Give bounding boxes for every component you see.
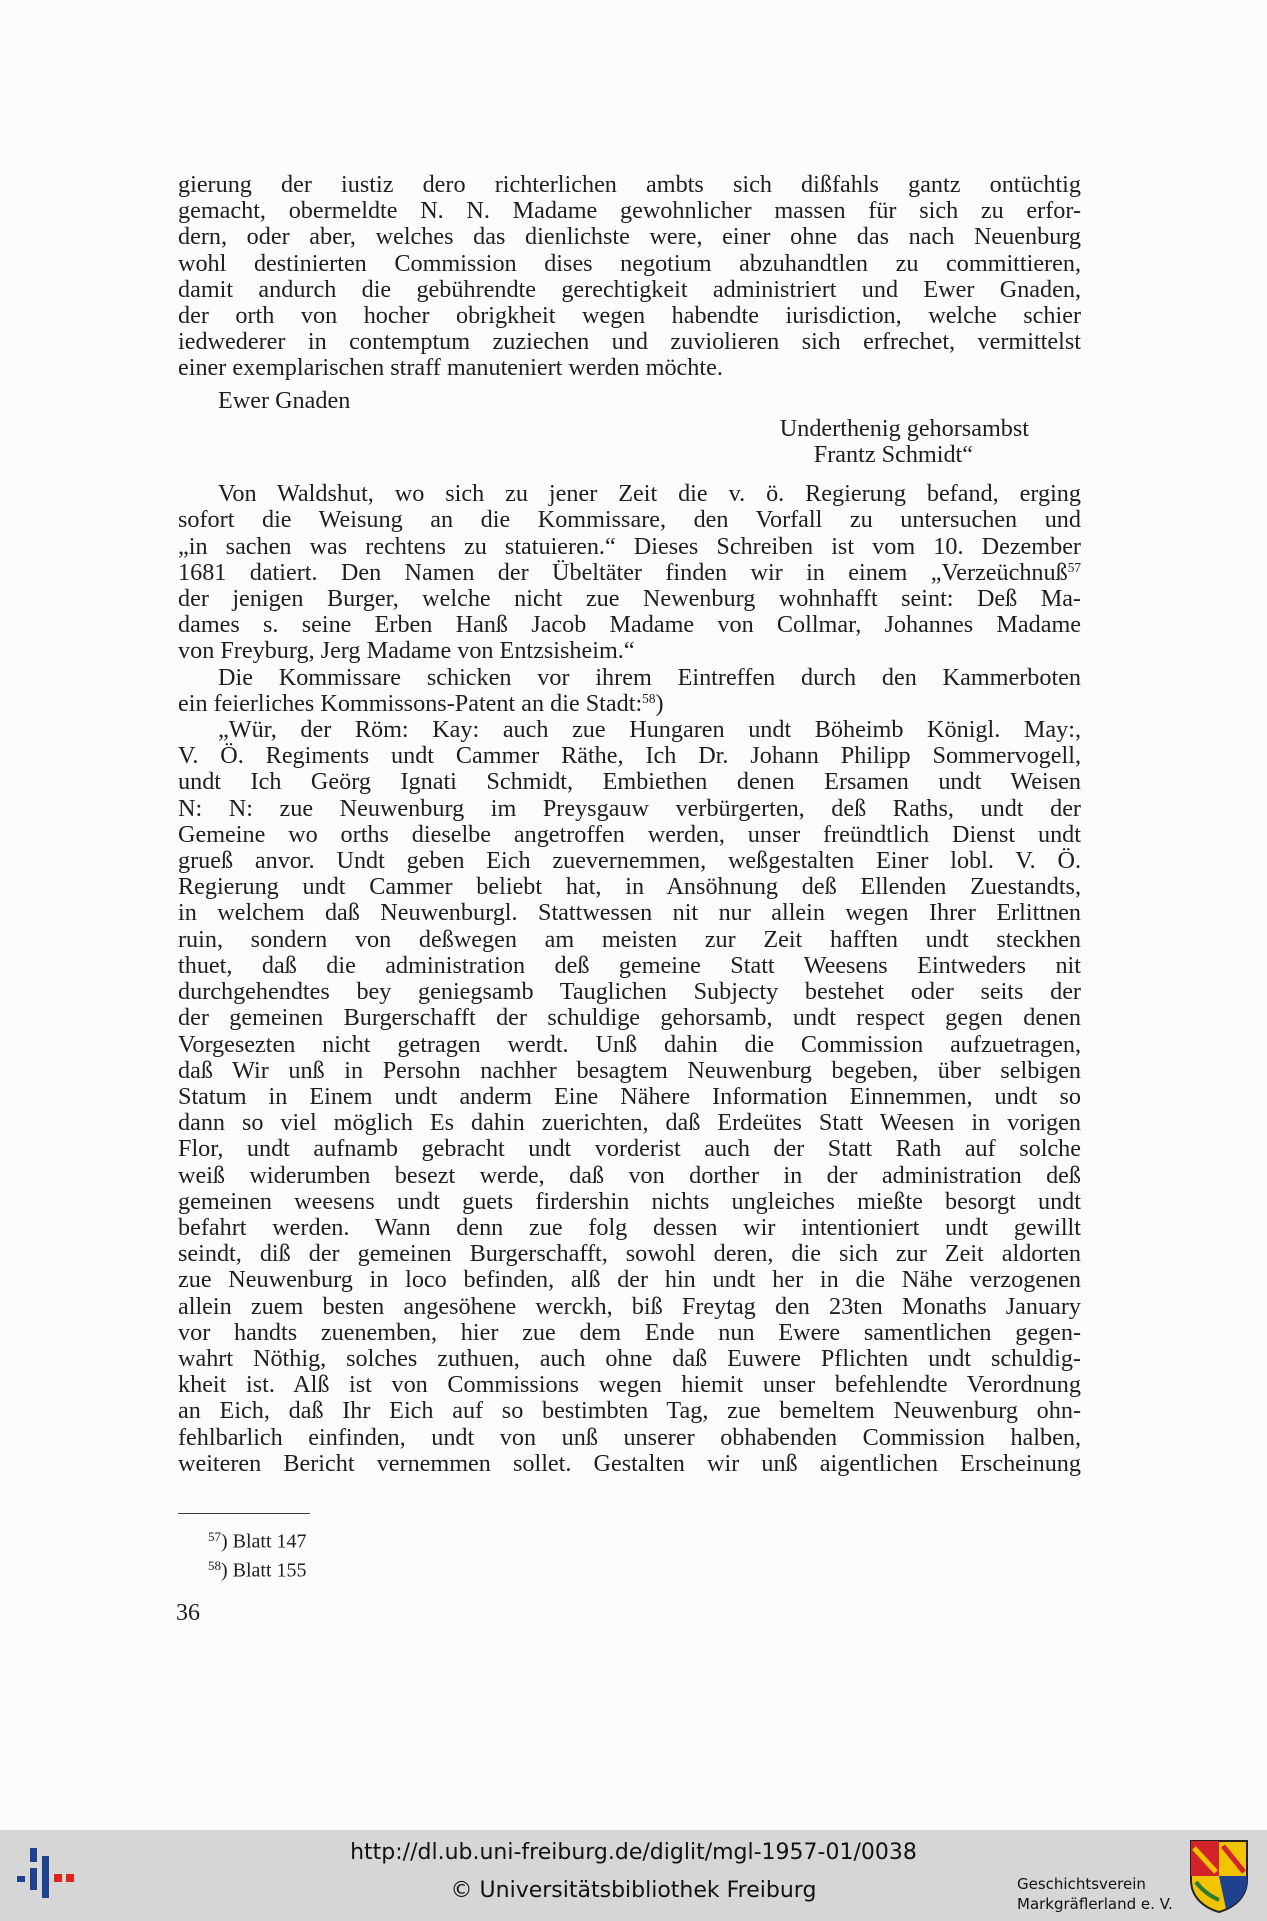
text-line: undt Ich Geörg Ignati Schmidt, Embiethen denen Ersamen undt Weisen [178,768,1081,796]
text-line: dern, oder aber, welches das dienlichste were, einer ohne das nach Neuenburg [178,223,1081,251]
text-line: sofort die Weisung an die Kommissare, den Vorfall zu untersuchen und [178,506,1081,534]
text-line: ruin, sondern von deßwegen am meisten zur Zeit hafften undt steckhen [178,925,1081,953]
paragraph-2 [178,481,1081,560]
text-line: weiteren Bericht vernemmen sollet. Gestalten wir unß aigentlichen Erscheinung [178,1449,1081,1477]
society-line-1: Geschichtsverein [1017,1875,1146,1893]
text-line: an Eich, daß Ihr Eich auf so bestimbten Tag, zue bemeltem Neuwenburg ohn- [178,1397,1081,1425]
text-line: Statum in Einem undt anderm Eine Nähere Information Einnemmen, undt so [178,1082,1081,1110]
text-line: allein zuem besten angesöhene werckh, biß Freytag den 23ten Monaths January [178,1292,1081,1320]
text-line: fehlbarlich einfinden, undt von unß unserer obhabenden Commission halben, [178,1423,1081,1451]
text-line: gierung der iustiz dero richterlichen ambts sich dißfahls gantz ontüchtig [178,171,1081,198]
copyright-text: © Universitätsbibliothek Freiburg [450,1878,817,1903]
paragraph-3-line-2: ein feierliches Kommissons-Patent an die Stadt:$^{58}$) [178,689,664,717]
paragraph-1 [178,172,1081,382]
coat-of-arms-icon [1188,1838,1250,1914]
text-line: der jenigen Burger, welche nicht zue Newenburg wohnhafft seint: Deß Ma- [178,585,1081,613]
footer-bar [0,1830,1267,1921]
text-line: Gemeine wo orths dieselbe angetroffen werden, unser freündtlich Dienst undt [178,820,1081,848]
text-line: „in sachen was rechtens zu statuieren.“ Dieses Schreiben ist vom 10. Dezember [178,532,1081,560]
text-line: der gemeinen Burgerschafft der schuldige gehorsamb, undt respect gegen denen [178,1004,1081,1032]
text-line: seindt, diß der gemeinen Burgerschafft, sowohl deren, die sich zur Zeit aldorten [178,1240,1081,1268]
footnote-divider [178,1513,310,1514]
text-line: einer exemplarischen straff manuteniert werden möchte. [178,354,723,382]
footnotes [208,1525,307,1582]
salutation: Ewer Gnaden [218,386,351,414]
text-line: gemeinen weesens undt guets firdershin nichts ungleiches mießte besorgt undt [178,1187,1081,1215]
paragraph-2-cont [178,586,1081,665]
paragraph-4 [178,717,1081,1477]
text-line: iedwederer in contemptum zuziechen und zuviolieren sich erfrechet, vermittelst [178,328,1081,356]
society-name [1017,1874,1173,1914]
text-line: durchgehendtes bey geniegsamb Tauglichen Subjecty bestehet oder seits der [178,978,1081,1006]
footnote-58: $^{58}$) Blatt 155 [208,1557,307,1581]
text-line: von Freyburg, Jerg Madame von Entzsisheim.“ [178,637,635,665]
permalink-url[interactable]: http://dl.ub.uni-freiburg.de/diglit/mgl-1957-01/0038 [350,1840,917,1865]
text-line: dames s. seine Erben Hanß Jacob Madame von Collmar, Johannes Madame [178,611,1081,639]
text-line: grueß anvor. Undt geben Eich zuevernemmen, weßgestalten Einer lobl. V. Ö. [178,847,1081,875]
text-line: Flor, undt aufnamb gebracht undt vorderist auch der Statt Rath auf solche [178,1135,1081,1163]
text-line: befahrt werden. Wann denn zue folg dessen wir intentioniert undt gewillt [178,1213,1081,1241]
text-line: Vorgesezten nicht getragen werdt. Unß dahin die Commission aufzuetragen, [178,1030,1081,1058]
text-line: damit andurch die gebührendte gerechtigkeit administriert und Ewer Gnaden, [178,275,1081,303]
footnote-57: $^{57}$) Blatt 147 [208,1529,307,1553]
signature-line-1: Underthenig gehorsambst [779,414,1029,442]
paragraph-3-line-1: Die Kommissare schicken vor ihrem Eintreffen durch den Kammerboten [218,663,1081,691]
page-number: 36 [176,1600,200,1626]
text-line: der orth von hocher obrigkheit wegen habendte iurisdiction, welche schier [178,302,1081,330]
signature-line-2: Frantz Schmidt“ [813,441,973,469]
text-line: thuet, daß die administration deß gemeine Statt Weesens Eintweders nit [178,951,1081,979]
text-line: dann so viel möglich Es dahin zuerichten, daß Erdeütes Statt Weesen in vorigen [178,1109,1081,1137]
main-text [178,172,1081,1477]
text-line: in welchem daß Neuwenburgl. Stattwessen nit nur allein wegen Ihrer Erlittnen [178,899,1081,927]
text-line: kheit ist. Alß ist von Commissions wegen hiemit unser befehlendte Verordnung [178,1371,1081,1399]
text-line: weiß widerumben besezt werde, daß von dorther in der administration deß [178,1161,1081,1189]
paragraph-2-line-4: 1681 datiert. Den Namen der Übeltäter finden wir in einem „Verzeüchnuß$^{57}$ [178,558,1081,586]
text-line: wohl destinierten Commission dises negotium abzuhandtlen zu committieren, [178,249,1081,277]
text-line: V. Ö. Regiments undt Cammer Räthe, Ich Dr. Johann Philipp Sommervogell, [178,742,1081,770]
text-line: Von Waldshut, wo sich zu jener Zeit die v. ö. Regierung befand, erging [218,480,1081,508]
text-line: daß Wir unß in Persohn nachher besagtem Neuwenburg begeben, über selbigen [178,1056,1081,1084]
text-line: gemacht, obermeldte N. N. Madame gewohnlicher massen für sich zu erfor- [178,197,1081,225]
text-line: „Wür, der Röm: Kay: auch zue Hungaren undt Böheimb Königl. May:, [218,716,1081,744]
text-line: Regierung undt Cammer beliebt hat, in Ansöhnung deß Ellenden Zuestandts, [178,873,1081,901]
text-line: vor handts zuenemben, hier zue dem Ende nun Ewere samentlichen gegen- [178,1318,1081,1346]
text-line: N: N: zue Neuwenburg im Preysgauw verbürgerten, deß Raths, undt der [178,794,1081,822]
society-line-2: Markgräflerland e. V. [1017,1895,1173,1913]
text-line: wahrt Nöthig, solches zuthuen, auch ohne daß Euwere Pflichten undt schuldig- [178,1344,1081,1372]
text-line: zue Neuwenburg in loco befinden, alß der hin undt her in die Nähe verzogenen [178,1266,1081,1294]
